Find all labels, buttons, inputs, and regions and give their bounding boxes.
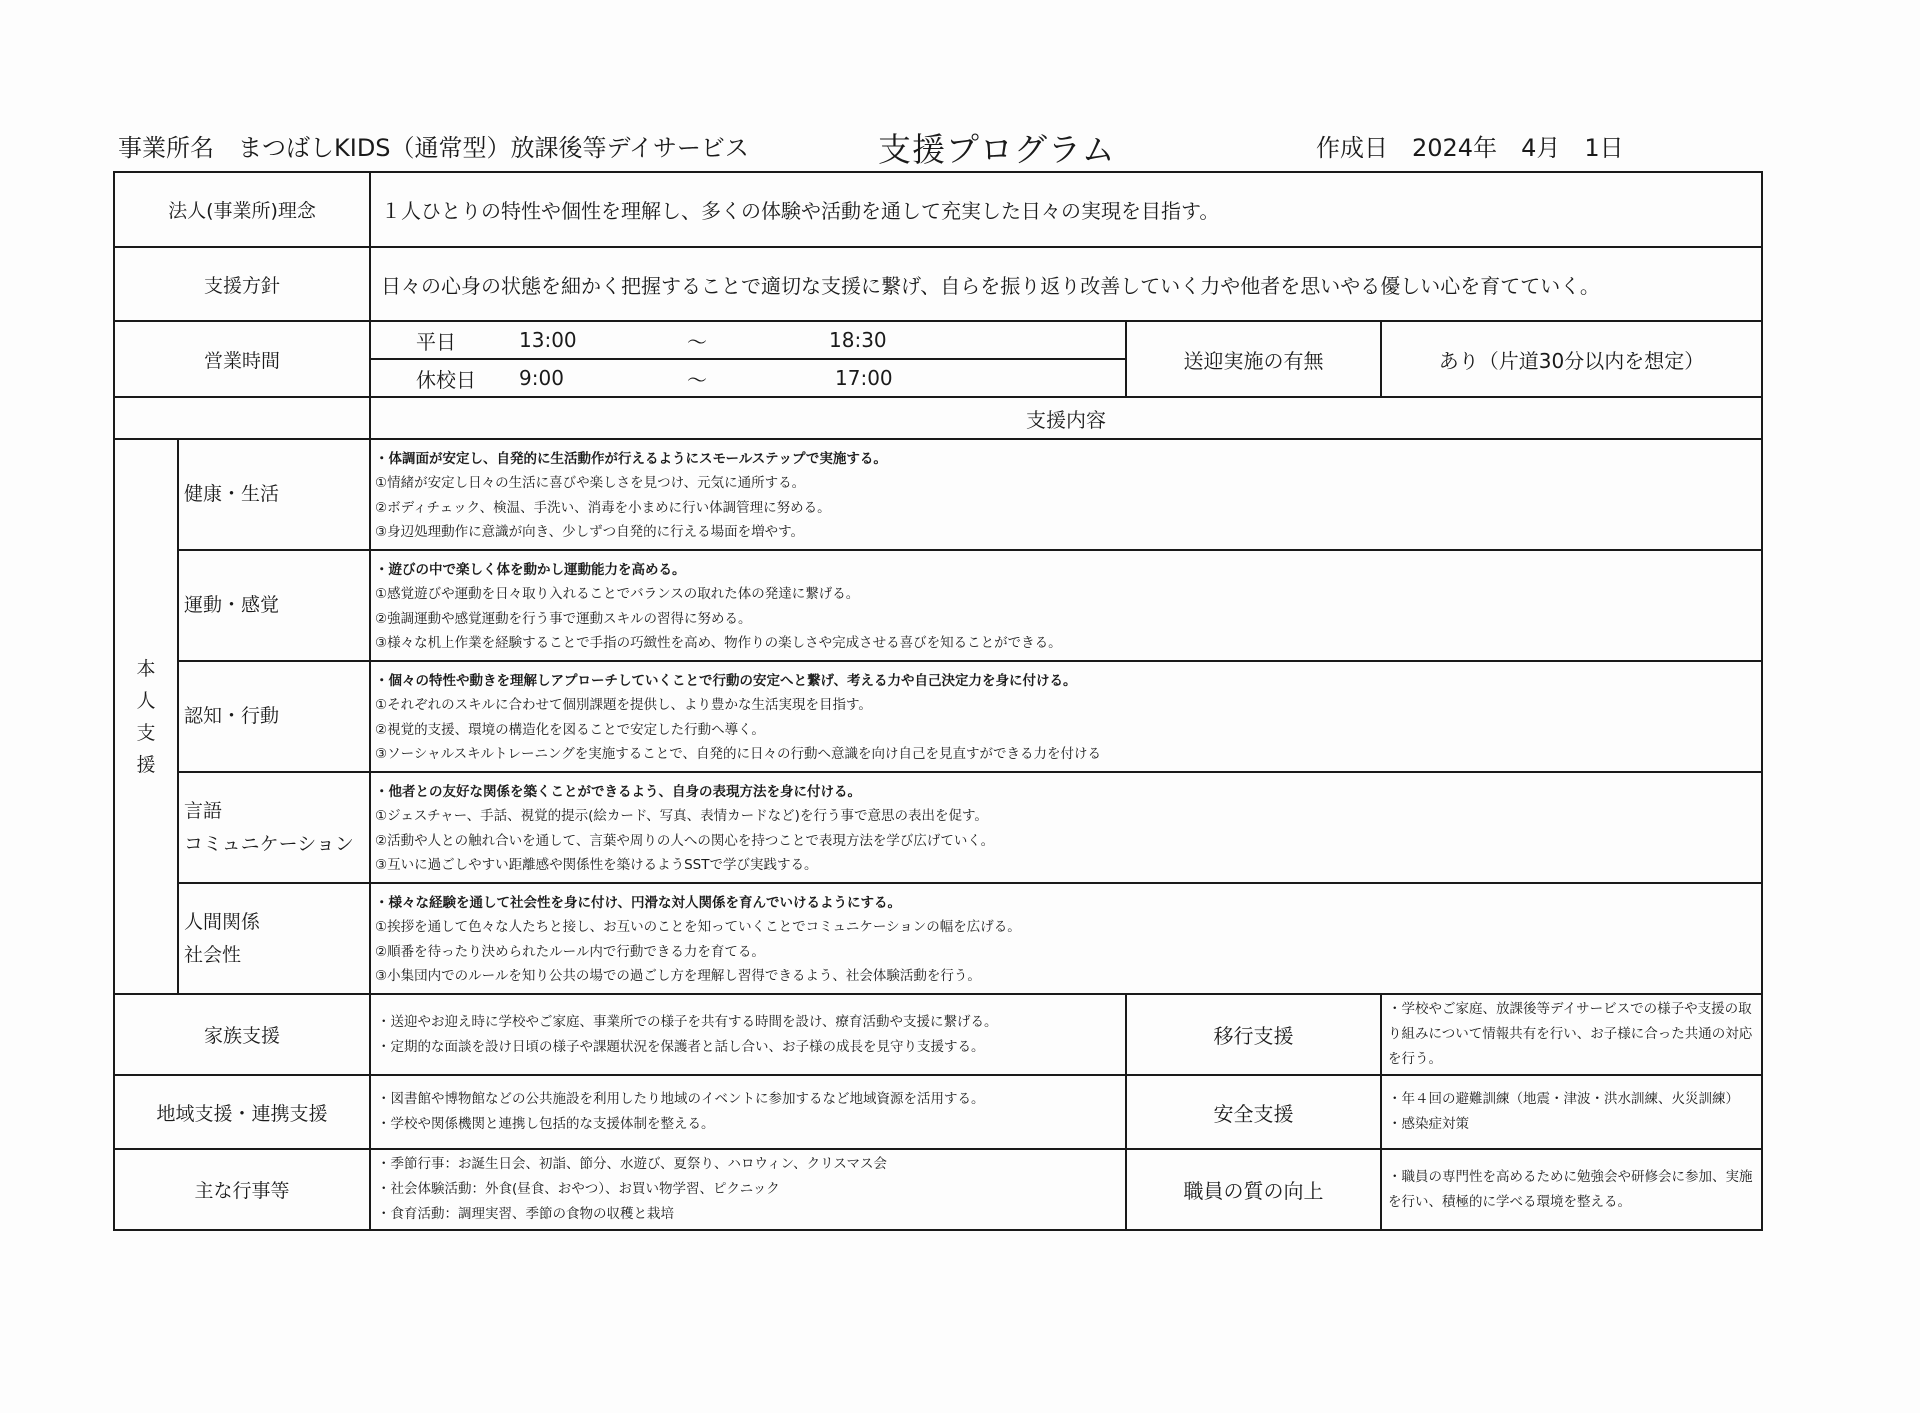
- area-line: ③ソーシャルスキルトレーニングを実施することで、自発的に日々の行動へ意識を向け自己を見直すができる力を付ける: [375, 746, 1101, 762]
- area-line: ③互いに過ごしやすい距離感や関係性を築けるようSSTで学び実践する。: [375, 857, 818, 873]
- hours-holiday-sep: ～: [687, 367, 708, 392]
- area-name-line: 人間関係: [184, 910, 261, 933]
- area-line: ②活動や人との触れ合いを通して、言葉や周りの人への関心を持つことで表現方法を学び広げていく。: [375, 832, 995, 849]
- philosophy-row: [114, 172, 1762, 247]
- area-name-line: 運動・感覚: [184, 594, 280, 616]
- events-line: ・食育活動：調理実習、季節の食物の収穫と栽培: [377, 1206, 675, 1222]
- hours-table: [371, 322, 1125, 396]
- transition-support-text: ・学校やご家庭、放課後等デイサービスでの様子や支援の取り組みについて情報共有を行い、お子様に合った共通の対応を行う。: [1388, 1001, 1753, 1067]
- area-name: [178, 661, 370, 772]
- policy-row: [114, 247, 1762, 321]
- individual-support-char: 本: [136, 657, 156, 680]
- community-support-line: ・図書館や博物館などの公共施設を利用したり地域のイベントに参加するなど地域資源を活用する。: [377, 1091, 985, 1107]
- creation-date: 作成日 2024年 4月 1日: [1316, 134, 1624, 162]
- area-line: ①情緒が安定し日々の生活に喜びや楽しさを見つけ、元気に通所する。: [375, 475, 806, 491]
- area-row-health: [114, 439, 1762, 550]
- area-line: ①ジェスチャー、手話、視覚的提示(絵カード、写真、表情カードなど)を行う事で意思の表出を促す。: [375, 808, 988, 824]
- area-name: [178, 883, 370, 994]
- area-line: ③身辺処理動作に意識が向き、少しずつ自発的に行える場面を増やす。: [375, 524, 804, 540]
- area-name-line: コミュニケーション: [184, 832, 354, 855]
- area-line: ②強調運動や感覚運動を行う事で運動スキルの習得に努める。: [375, 610, 752, 627]
- transition-support-content: [1381, 994, 1762, 1075]
- hours-weekday-row: [371, 322, 1125, 359]
- transport-value: あり（片道30分以内を想定）: [1381, 321, 1762, 397]
- philosophy-text: １人ひとりの特性や個性を理解し、多くの体験や活動を通して充実した日々の実現を目指す。: [370, 172, 1762, 247]
- staff-quality-content: [1381, 1149, 1762, 1230]
- hours-holiday-end: 17:00: [835, 366, 893, 390]
- events-content: [370, 1149, 1126, 1230]
- area-lead: ・様々な経験を通して社会性を身に付け、円滑な対人関係を育んでいけるようにする。: [375, 894, 901, 911]
- staff-quality-text: ・職員の専門性を高めるために勉強会や研修会に参加、実施を行い、積極的に学べる環境を整える。: [1388, 1168, 1753, 1210]
- staff-quality-label: 職員の質の向上: [1126, 1149, 1381, 1230]
- hours-row: [114, 321, 1762, 397]
- area-line: ①感覚遊びや運動を日々取り入れることでバランスの取れた体の発達に繋げる。: [375, 586, 860, 602]
- support-header-blank: [114, 397, 370, 439]
- facility-name: 事業所名 まつばしKIDS（通常型）放課後等デイサービス: [118, 134, 749, 162]
- community-support-content: [370, 1075, 1126, 1149]
- policy-text: 日々の心身の状態を細かく把握することで適切な支援に繋げ、自らを振り返り改善していく力や他者を思いやる優しい心を育てていく。: [370, 247, 1762, 321]
- policy-label: 支援方針: [114, 247, 370, 321]
- area-name: [178, 439, 370, 550]
- support-header: 支援内容: [370, 397, 1762, 439]
- individual-support-char: 支: [136, 721, 156, 744]
- safety-support-label: 安全支援: [1126, 1075, 1381, 1149]
- hours-holiday-day: 休校日: [416, 367, 477, 392]
- events-line: ・社会体験活動：外食(昼食、おやつ）、お買い物学習、ピクニック: [377, 1181, 780, 1197]
- hours-weekday-start: 13:00: [519, 322, 667, 359]
- document-title: 支援プログラム: [878, 130, 1116, 169]
- family-support-content: [370, 994, 1126, 1075]
- area-lead: ・他者との友好な関係を築くことができるよう、自身の表現方法を身に付ける。: [375, 783, 862, 800]
- family-support-label: 家族支援: [114, 994, 370, 1075]
- transport-label: 送迎実施の有無: [1126, 321, 1381, 397]
- hours-weekday-day: 平日: [371, 322, 519, 359]
- community-support-label: 地域支援・連携支援: [114, 1075, 370, 1149]
- family-support-line: ・定期的な面談を設け日頃の様子や課題状況を保護者と話し合い、お子様の成長を見守り支援する。: [377, 1038, 985, 1055]
- area-name-line: 認知・行動: [184, 705, 280, 727]
- area-row-social: [114, 883, 1762, 994]
- area-content: [370, 883, 1762, 994]
- area-line: ③小集団内でのルールを知り公共の場での過ごし方を理解し習得できるよう、社会体験活動を行う。: [375, 968, 981, 984]
- area-lead: ・遊びの中で楽しく体を動かし運動能力を高める。: [375, 561, 686, 578]
- events-label: 主な行事等: [114, 1149, 370, 1230]
- area-name-line: 健康・生活: [184, 483, 280, 505]
- area-content: [370, 661, 1762, 772]
- community-row: [114, 1075, 1762, 1149]
- area-row-cognition: [114, 661, 1762, 772]
- hours-weekday-end: 18:30: [797, 322, 1125, 359]
- support-program-table: [113, 171, 1763, 1231]
- area-line: ②視覚的支援、環境の構造化を図ることで安定した行動へ導く。: [375, 721, 765, 738]
- area-content: [370, 550, 1762, 661]
- hours-holiday-start: 9:00: [519, 366, 564, 390]
- area-line: ②ボディチェック、検温、手洗い、消毒を小まめに行い体調管理に努める。: [375, 499, 831, 516]
- safety-support-line: ・年４回の避難訓練（地震・津波・洪水訓練、火災訓練）: [1388, 1091, 1740, 1107]
- individual-support-char: 人: [136, 689, 156, 712]
- area-lead: ・個々の特性や動きを理解しアプローチしていくことで行動の安定へと繋げ、考える力や自己決定力を身に付ける。: [375, 672, 1077, 689]
- individual-support-char: 援: [136, 753, 156, 776]
- hours-weekday-sep: ～: [667, 322, 797, 359]
- events-row: [114, 1149, 1762, 1230]
- safety-support-line: ・感染症対策: [1388, 1116, 1470, 1132]
- community-support-line: ・学校や関係機関と連携し包括的な支援体制を整える。: [377, 1116, 715, 1132]
- area-line: ③様々な机上作業を経験することで手指の巧緻性を高め、物作りの楽しさや完成させる喜びを知ることができる。: [375, 635, 1062, 651]
- area-name: [178, 550, 370, 661]
- area-lead: ・体調面が安定し、自発的に生活動作が行えるようにスモールステップで実施する。: [375, 450, 887, 467]
- family-support-line: ・送迎やお迎え時に学校やご家庭、事業所での様子を共有する時間を設け、療育活動や支援に繋げる。: [377, 1013, 998, 1030]
- area-row-motor: [114, 550, 1762, 661]
- area-name: [178, 772, 370, 883]
- philosophy-label: 法人(事業所)理念: [114, 172, 370, 247]
- area-content: [370, 772, 1762, 883]
- transition-support-label: 移行支援: [1126, 994, 1381, 1075]
- area-name-line: 社会性: [184, 943, 242, 966]
- family-row: [114, 994, 1762, 1075]
- area-line: ①挨拶を通して色々な人たちと接し、お互いのことを知っていくことでコミュニケーションの幅を広げる。: [375, 919, 1021, 935]
- hours-cell: [370, 321, 1126, 397]
- hours-holiday-row: [371, 359, 1125, 396]
- individual-support-label: [114, 439, 178, 994]
- support-header-row: [114, 397, 1762, 439]
- area-name-line: 言語: [184, 799, 223, 822]
- area-row-communication: [114, 772, 1762, 883]
- events-line: ・季節行事：お誕生日会、初詣、節分、水遊び、夏祭り、ハロウィン、クリスマス会: [377, 1156, 888, 1172]
- area-content: [370, 439, 1762, 550]
- hours-label: 営業時間: [114, 321, 370, 397]
- safety-support-content: [1381, 1075, 1762, 1149]
- area-line: ①それぞれのスキルに合わせて個別課題を提供し、より豊かな生活実現を目指す。: [375, 697, 872, 713]
- area-line: ②順番を待ったり決められたルール内で行動できる力を育てる。: [375, 943, 765, 960]
